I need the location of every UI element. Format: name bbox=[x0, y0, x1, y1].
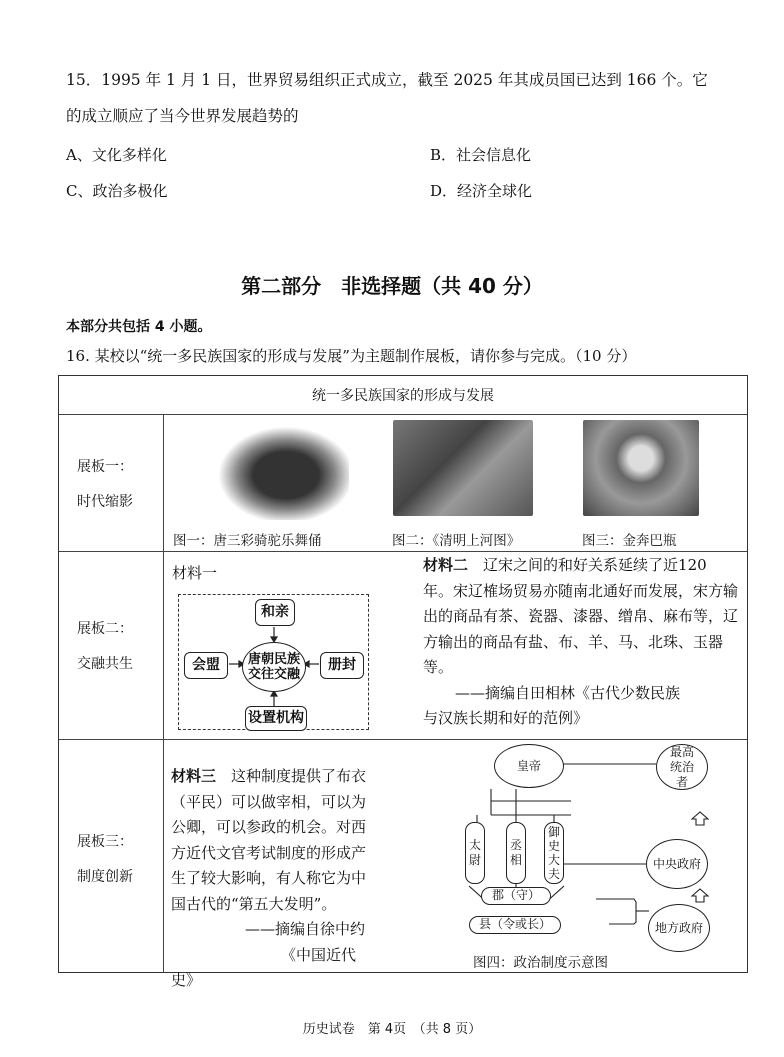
central-node: 中央政府 bbox=[646, 839, 708, 889]
shezhi-box: 设置机构 bbox=[245, 706, 307, 731]
heqin-box: 和亲 bbox=[255, 599, 295, 626]
q15-line1: 15．1995 年 1 月 1 日，世界贸易组织正式成立，截至 2025 年其成员国已达到 166 个。它 bbox=[66, 71, 708, 89]
board3-sub: 制度创新 bbox=[77, 869, 133, 885]
material2-text bbox=[423, 553, 739, 732]
xian-node: 县（令或长） bbox=[469, 916, 561, 934]
yushi-node: 御史大夫 bbox=[544, 822, 564, 884]
material1-diagram bbox=[178, 594, 369, 730]
material2-label: 材料二 bbox=[423, 556, 469, 574]
q16-stem: 16. 某校以“统一多民族国家的形成与发展”为主题制作展板，请你参与完成。（10 分） bbox=[66, 347, 637, 365]
option-d[interactable]: D．经济全球化 bbox=[430, 182, 533, 200]
q15-line2: 的成立顺应了当今世界发展趋势的 bbox=[66, 107, 299, 125]
caption-3: 图三：金奔巴瓶 bbox=[582, 533, 677, 549]
board3-name: 展板三： bbox=[77, 834, 133, 850]
tang-center-ellipse: 唐朝民族交往交融 bbox=[242, 642, 306, 692]
supreme-node: 最高统治者 bbox=[656, 744, 708, 790]
board2-sub: 交融共生 bbox=[77, 656, 133, 672]
cefeng-box: 册封 bbox=[320, 652, 364, 679]
figure4-caption: 图四：政治制度示意图 bbox=[473, 955, 608, 971]
exhibit-table bbox=[58, 375, 748, 989]
emperor-node: 皇帝 bbox=[494, 744, 564, 788]
material3-body: 这种制度提供了布衣（平民）可以做宰相，可以为公卿，可以参政的机会。对西方近代文官考试制度的形成产生了较大影响，有人称它为中国古代的“第五大发明”。 bbox=[171, 767, 367, 913]
camel-figurine-image bbox=[209, 420, 349, 520]
section-note: 本部分共包括 4 小题。 bbox=[66, 319, 212, 335]
figure4-diagram bbox=[464, 744, 744, 969]
option-a[interactable]: A、文化多样化 bbox=[66, 146, 167, 164]
table-title: 统一多民族国家的形成与发展 bbox=[312, 388, 494, 404]
material3-label: 材料三 bbox=[171, 767, 217, 785]
caption-2: 图二：《清明上河图》 bbox=[392, 533, 521, 549]
board1-sub: 时代缩影 bbox=[77, 494, 133, 510]
option-b[interactable]: B．社会信息化 bbox=[430, 146, 532, 164]
huimeng-box: 会盟 bbox=[184, 652, 228, 679]
local-node: 地方政府 bbox=[648, 904, 710, 952]
material3-source2: 《中国近代史》 bbox=[171, 945, 357, 989]
taiwei-node: 太尉 bbox=[465, 822, 485, 884]
section-title: 第二部分 非选择题（共 40 分） bbox=[241, 274, 543, 298]
board1-name: 展板一： bbox=[77, 459, 133, 475]
jun-node: 郡（守） bbox=[481, 887, 551, 905]
material1-label: 材料一 bbox=[172, 564, 218, 582]
caption-1: 图一：唐三彩骑驼乐舞俑 bbox=[173, 533, 322, 549]
chengxiang-node: 丞相 bbox=[506, 822, 526, 884]
material3-source1: ——摘编自徐中约 bbox=[245, 920, 366, 938]
material3-text bbox=[171, 764, 367, 994]
material2-source2: 与汉族长期和好的范例》 bbox=[423, 709, 589, 727]
golden-urn-image bbox=[583, 420, 699, 516]
option-c[interactable]: C、政治多极化 bbox=[66, 182, 168, 200]
material2-body: 辽宋之间的和好关系延续了近120 年。宋辽榷场贸易亦随南北通好而发展，宋方输出的商品有茶、瓷器、漆器、缯帛、麻布等，辽方输出的商品有盐、布、羊、马、北珠、玉器等。 bbox=[423, 556, 739, 676]
board2-name: 展板二： bbox=[77, 621, 133, 637]
material2-source1: ——摘编自田相林《古代少数民族 bbox=[455, 683, 681, 702]
qingming-painting-image bbox=[393, 420, 533, 516]
page-footer: 历史试卷 第 4页 （共 8 页） bbox=[302, 1022, 482, 1037]
